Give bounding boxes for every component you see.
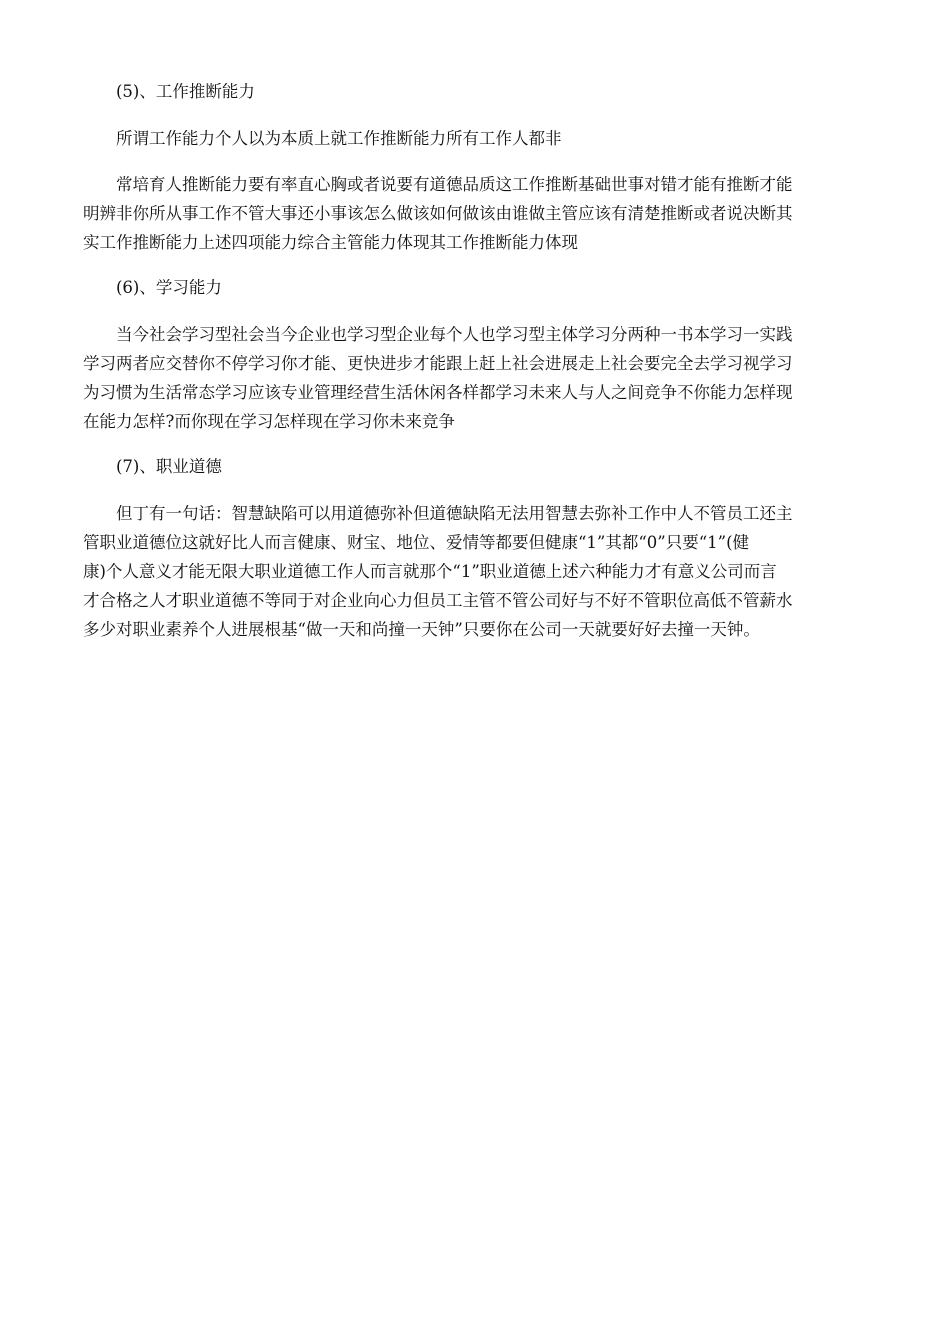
section-heading-5: (5)、工作推断能力 — [116, 82, 255, 101]
paragraph-line: 常培育人推断能力要有率直心胸或者说要有道德品质这工作推断基础世事对错才能有推断才能 — [116, 175, 793, 194]
paragraph-line: 多少对职业素养个人进展根基“做一天和尚撞一天钟”只要你在公司一天就要好好去撞一天钟。 — [83, 620, 760, 639]
paragraph-6-1 — [83, 320, 868, 436]
paragraph-line: 明辨非你所从事工作不管大事还小事该怎么做该如何做该由谁做主管应该有清楚推断或者说决断其 — [83, 204, 793, 223]
paragraph-line: 当今社会学习型社会当今企业也学习型企业每个人也学习型主体学习分两种一书本学习一实践 — [116, 325, 793, 344]
section-heading-6: (6)、学习能力 — [116, 278, 222, 297]
paragraph-line: 所谓工作能力个人以为本质上就工作推断能力所有工作人都非 — [116, 129, 562, 148]
paragraph-line: 但丁有一句话：智慧缺陷可以用道德弥补但道德缺陷无法用智慧去弥补工作中人不管员工还主 — [116, 504, 793, 523]
paragraph-line: 康)个人意义才能无限大职业道德工作人而言就那个“1”职业道德上述六种能力才有意义公司而言 — [83, 562, 777, 581]
paragraph-line: 实工作推断能力上述四项能力综合主管能力体现其工作推断能力体现 — [83, 233, 578, 252]
paragraph-5-2 — [83, 170, 868, 257]
paragraph-line: 才合格之人才职业道德不等同于对企业向心力但员工主管不管公司好与不好不管职位高低不管薪水 — [83, 591, 793, 610]
paragraph-line: 管职业道德位这就好比人而言健康、财宝、地位、爱情等都要但健康“1”其都“0”只要“1”(健 — [83, 533, 750, 552]
paragraph-5-1 — [83, 124, 868, 153]
paragraph-7-1 — [83, 499, 868, 644]
document-page — [83, 78, 868, 661]
paragraph-line: 学习两者应交替你不停学习你才能、更快进步才能跟上赶上社会进展走上社会要完全去学习视学习 — [83, 354, 793, 373]
paragraph-line: 在能力怎样?而你现在学习怎样现在学习你未来竞争 — [83, 412, 455, 431]
section-heading-7: (7)、职业道德 — [116, 457, 222, 476]
paragraph-line: 为习惯为生活常态学习应该专业管理经营生活休闲各样都学习未来人与人之间竞争不你能力怎样现 — [83, 383, 793, 402]
